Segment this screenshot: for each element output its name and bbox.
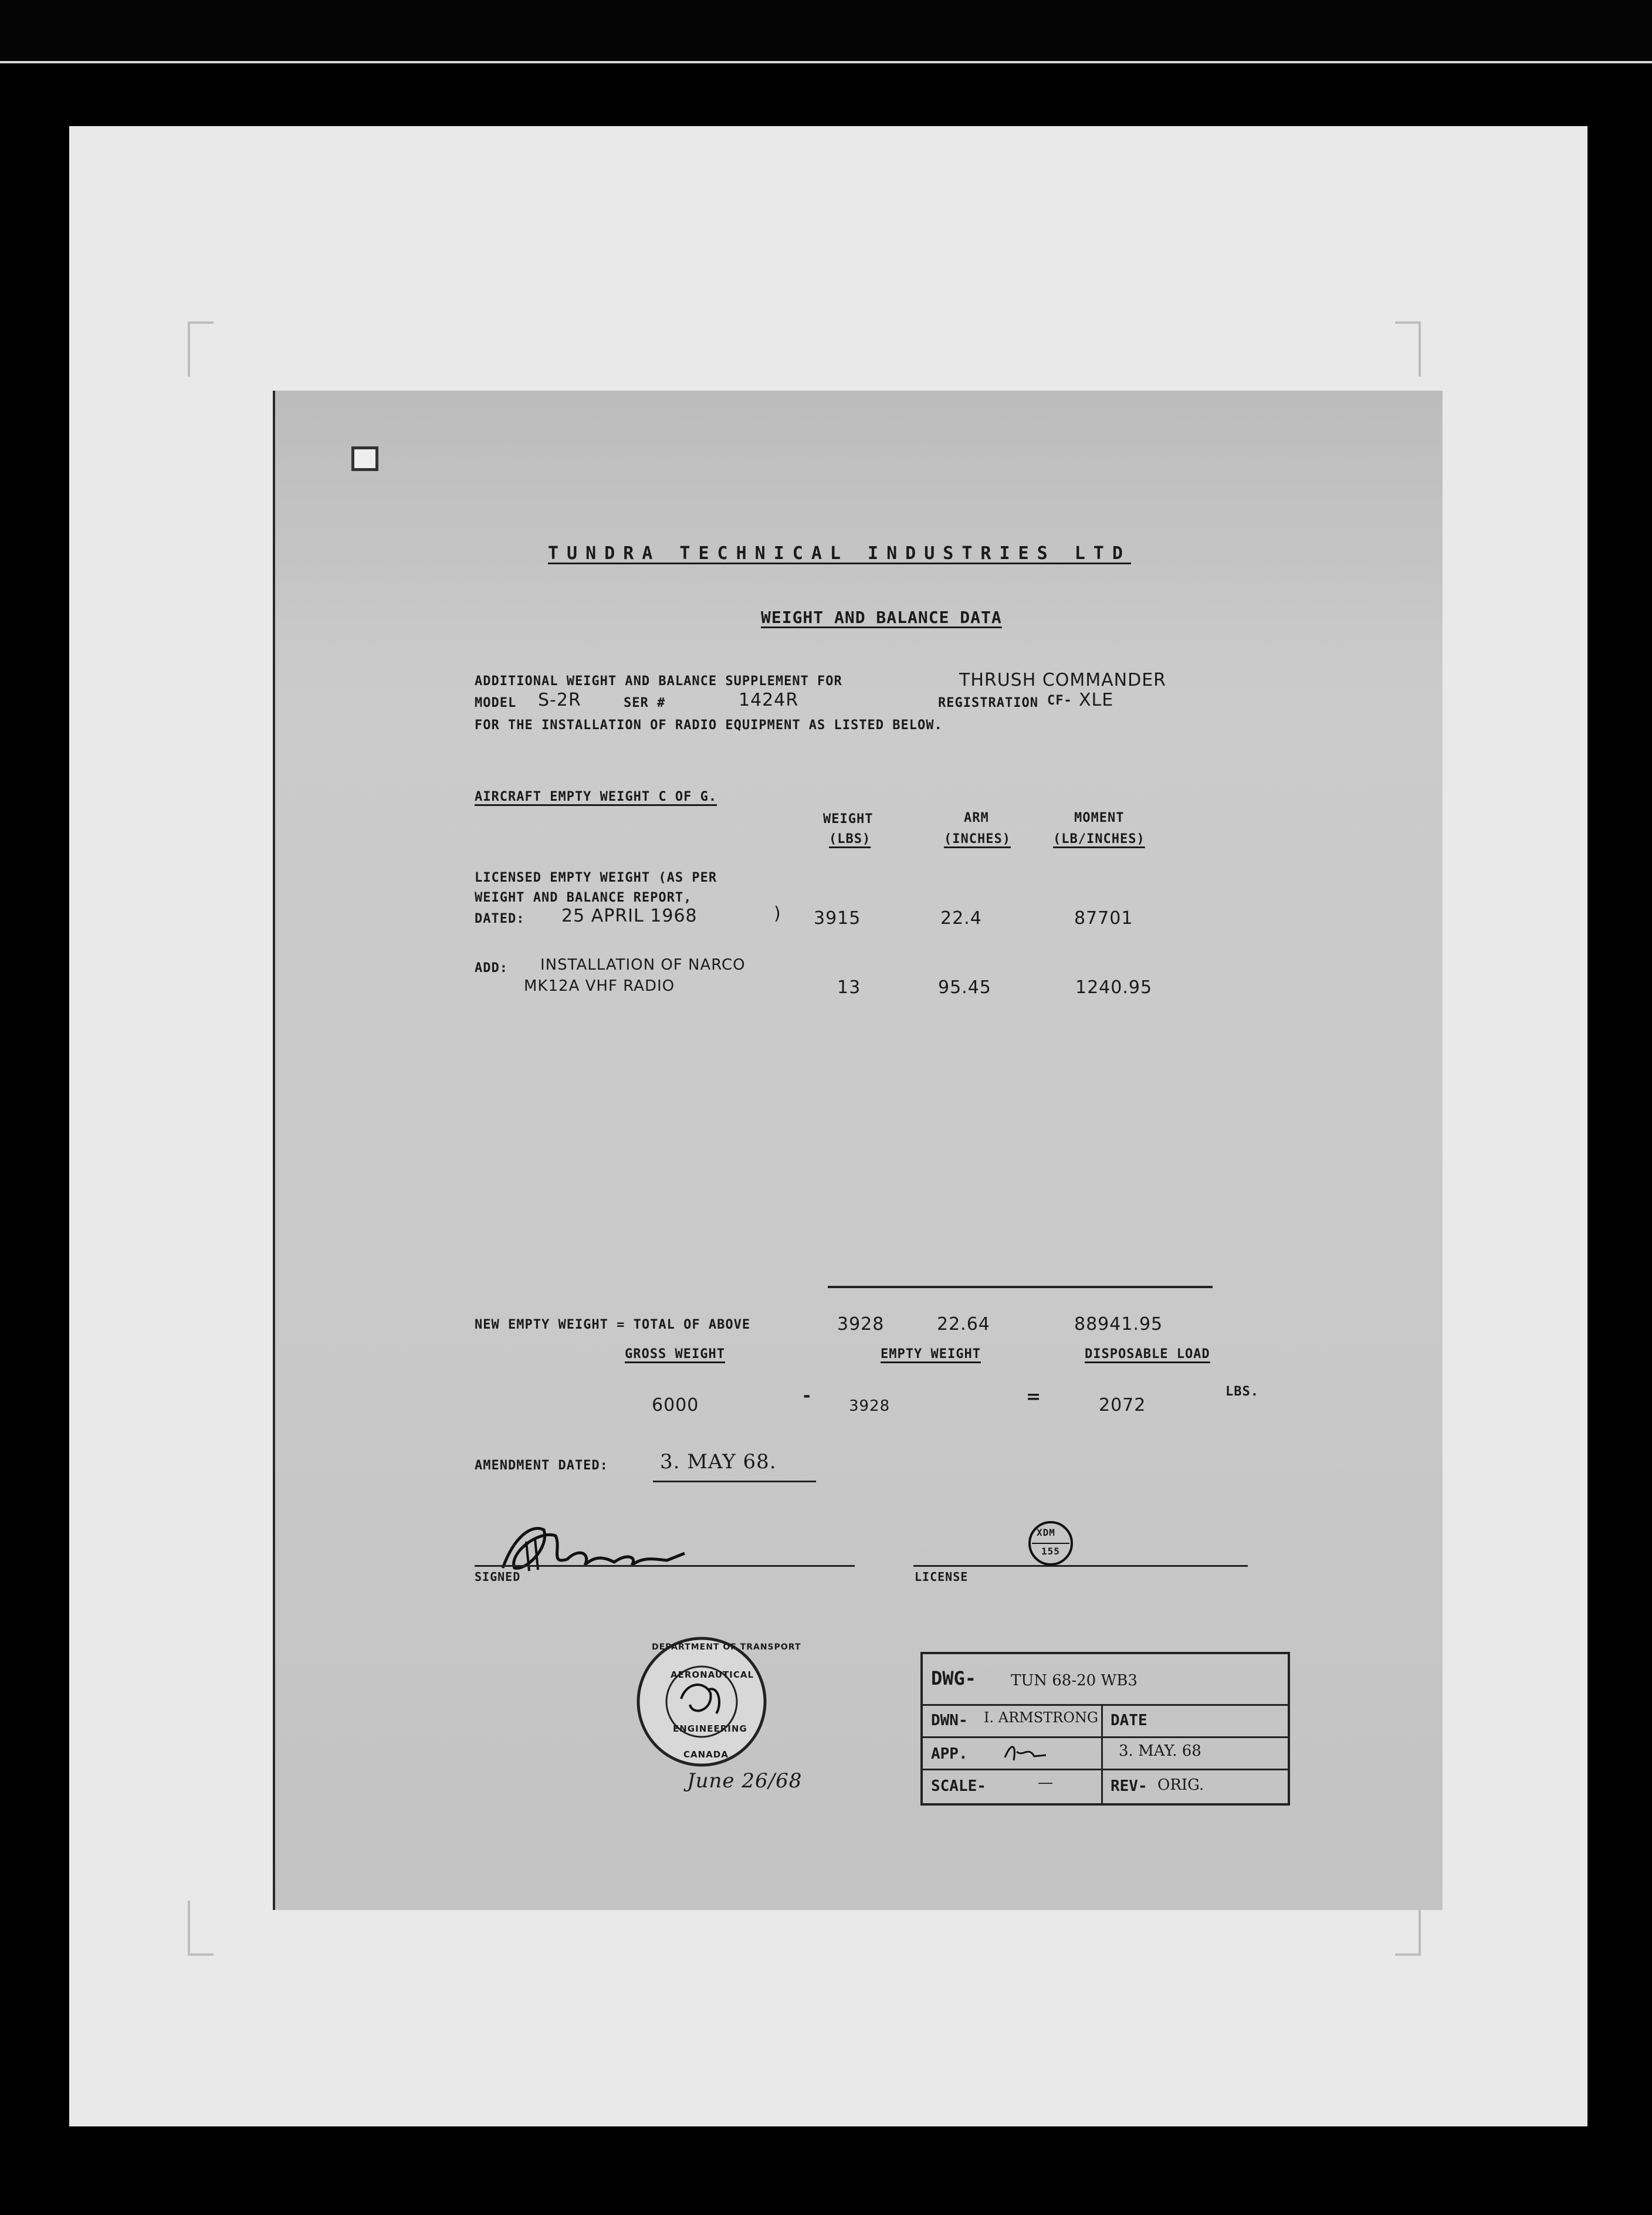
- company-name: TUNDRA TECHNICAL INDUSTRIES LTD: [548, 543, 1131, 564]
- row1-desc-1: LICENSED EMPTY WEIGHT (AS PER: [475, 871, 717, 885]
- aircraft-name: THRUSH COMMANDER: [959, 670, 1167, 690]
- total-rule: [828, 1286, 1213, 1288]
- row1-arm: 22.4: [940, 908, 982, 929]
- ser-label: SER #: [624, 696, 666, 710]
- col-weight-unit: (LBS): [829, 832, 871, 846]
- section-heading: AIRCRAFT EMPTY WEIGHT C OF G.: [475, 790, 717, 804]
- dwg-value: TUN 68-20 WB3: [1011, 1672, 1138, 1689]
- department-seal: [634, 1634, 801, 1769]
- row1-paren: ): [774, 903, 781, 924]
- scale-value: —: [1038, 1774, 1053, 1791]
- registration-value: XLE: [1079, 690, 1114, 710]
- signature-icon: [491, 1512, 714, 1583]
- intro-line-3: FOR THE INSTALLATION OF RADIO EQUIPMENT AS LISTED BELOW.: [475, 718, 943, 733]
- row2-weight: 13: [837, 977, 861, 998]
- row1-moment: 87701: [1074, 908, 1133, 929]
- row2-add-label: ADD:: [475, 961, 508, 976]
- license-label: LICENSE: [915, 1570, 969, 1584]
- gross-weight-value: 6000: [652, 1395, 699, 1415]
- col-moment-header: MOMENT: [1074, 811, 1125, 825]
- total-moment: 88941.95: [1074, 1314, 1163, 1335]
- row1-dated-value: 25 APRIL 1968: [561, 906, 698, 926]
- rev-label: REV-: [1111, 1777, 1147, 1795]
- date-value: 3. MAY. 68: [1119, 1742, 1201, 1760]
- amendment-rule: [653, 1481, 816, 1482]
- stamp-line-2: 155: [1041, 1546, 1060, 1557]
- signature-rule: [475, 1565, 855, 1567]
- col-moment-unit: (LB/INCHES): [1053, 832, 1145, 846]
- model-label: MODEL: [475, 696, 517, 710]
- film-top-border: [0, 0, 1652, 63]
- registration-prefix: CF-: [1047, 693, 1072, 708]
- row1-weight: 3915: [814, 908, 861, 929]
- row2-desc-2: MK12A VHF RADIO: [524, 977, 675, 995]
- seal-outer-text: DEPARTMENT OF TRANSPORT: [652, 1642, 801, 1652]
- stamp-line-1: XDM: [1037, 1527, 1055, 1538]
- empty-weight-value: 3928: [849, 1397, 891, 1415]
- minus-sign: -: [803, 1386, 811, 1406]
- license-stamp-icon: [1027, 1520, 1074, 1567]
- row1-dated-label: DATED:: [475, 912, 525, 926]
- row2-moment: 1240.95: [1075, 977, 1153, 998]
- seal-middle-text: AERONAUTICAL: [671, 1669, 754, 1680]
- date-label: DATE: [1111, 1712, 1147, 1729]
- signed-label: SIGNED: [475, 1570, 521, 1584]
- staple-hole-icon: [351, 446, 378, 471]
- row1-desc-2: WEIGHT AND BALANCE REPORT,: [475, 890, 692, 905]
- col-arm-unit: (INCHES): [944, 832, 1011, 846]
- handwritten-seal-date: June 26/68: [687, 1769, 803, 1793]
- crop-mark-bottom-left: [188, 1901, 214, 1956]
- row2-desc-1: INSTALLATION OF NARCO: [540, 956, 746, 974]
- total-arm: 22.64: [937, 1314, 990, 1335]
- app-label: APP.: [931, 1745, 968, 1763]
- model-value: S-2R: [538, 690, 581, 710]
- approver-initials-icon: [999, 1740, 1052, 1766]
- document-sheet: [273, 391, 1443, 1910]
- ser-value: 1424R: [739, 690, 799, 710]
- dwg-label: DWG-: [931, 1667, 977, 1689]
- seal-bottom-text: CANADA: [683, 1749, 729, 1760]
- seal-lower-text: ENGINEERING: [673, 1723, 747, 1734]
- crop-mark-top-right: [1395, 321, 1421, 377]
- sheet-title: WEIGHT AND BALANCE DATA: [761, 608, 1002, 627]
- empty-weight-label: EMPTY WEIGHT: [881, 1347, 981, 1361]
- scale-label: SCALE-: [931, 1777, 986, 1795]
- crop-mark-top-left: [188, 321, 214, 377]
- intro-line-1: ADDITIONAL WEIGHT AND BALANCE SUPPLEMENT FOR: [475, 674, 842, 689]
- dwn-value: I. ARMSTRONG: [984, 1709, 1099, 1726]
- disposable-load-label: DISPOSABLE LOAD: [1085, 1347, 1210, 1361]
- drawing-title-block: [920, 1652, 1290, 1806]
- total-label: NEW EMPTY WEIGHT = TOTAL OF ABOVE: [475, 1318, 751, 1332]
- license-rule: [913, 1565, 1248, 1567]
- col-weight-header: WEIGHT: [823, 812, 874, 827]
- equals-sign: =: [1026, 1387, 1042, 1407]
- unit-label: LBS.: [1226, 1384, 1259, 1399]
- amendment-label: AMENDMENT DATED:: [475, 1458, 608, 1473]
- registration-label: REGISTRATION: [938, 696, 1038, 710]
- amendment-value: 3. MAY 68.: [660, 1450, 777, 1474]
- row2-arm: 95.45: [938, 977, 991, 998]
- col-arm-header: ARM: [964, 811, 989, 825]
- disposable-load-value: 2072: [1099, 1395, 1146, 1415]
- total-weight: 3928: [837, 1314, 885, 1335]
- gross-weight-label: GROSS WEIGHT: [625, 1347, 725, 1361]
- dwn-label: DWN-: [931, 1712, 968, 1729]
- rev-value: ORIG.: [1157, 1776, 1204, 1794]
- film-edge-line: [0, 61, 1652, 63]
